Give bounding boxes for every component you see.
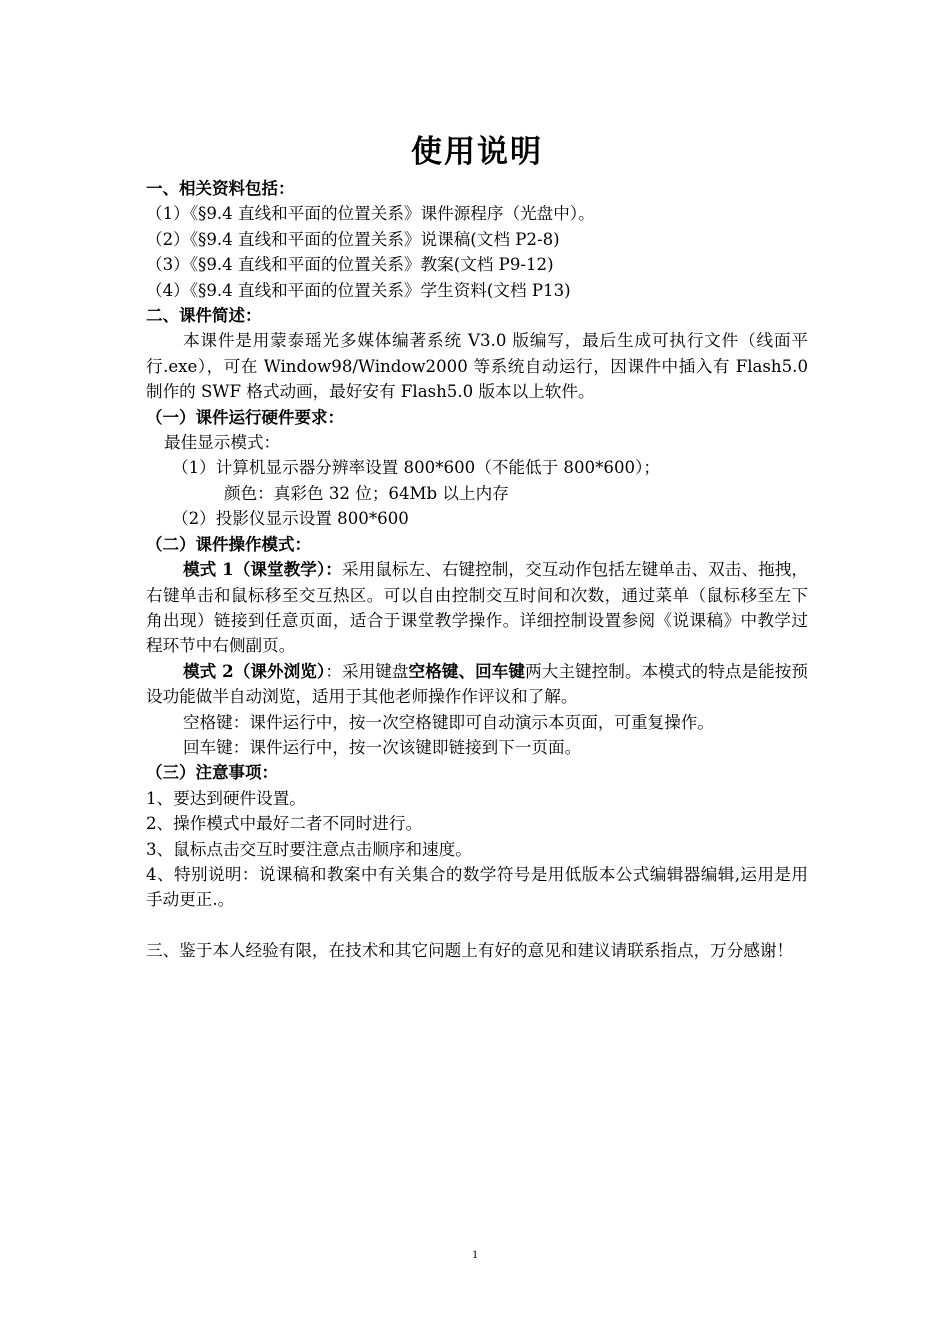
note-item-4: 4、特别说明：说课稿和教案中有关集合的数学符号是用低版本公式编辑器编辑,运用是用手动更正.。 [146,864,808,910]
mode-1-text: 采用鼠标左、右键控制，交互动作包括左键单击、双击、拖拽，右键单击和鼠标移至交互热区。可以自由控制交互时间和次数，通过菜单（鼠标移至左下角出现）链接到任意页面，适合于课堂教学操作。详细控制设置参阅《说课稿》中教学过程环节中右侧副页。 [146,560,808,656]
hardware-item-2: （2）投影仪显示设置 800*600 [172,509,409,529]
space-key-note: 空格键：课件运行中，按一次空格键即可自动演示本页面，可重复操作。 [183,712,714,732]
material-item-2: （2）《§9.4 直线和平面的位置关系》说课稿(文档 P2-8) [146,229,560,249]
hardware-item-1-color: 颜色：真彩色 32 位；64Mb 以上内存 [224,483,509,503]
courseware-intro-paragraph: 本课件是用蒙泰瑶光多媒体编著系统 V3.0 版编写，最后生成可执行文件（线面平行.exe），可在 Window98/Window2000 等系统自动运行，因课件中插入有 Flash5.0 制作的 SWF 格式动画，最好安有 Flash5.0 版本以上软件。 [146,331,808,402]
mode-2-paragraph [146,659,808,710]
mode-1-paragraph [146,557,808,659]
note-item-2: 2、操作模式中最好二者不同时进行。 [146,814,423,834]
mode-2-keys: 空格键、回车键 [408,660,526,681]
mode-2-text-a: ：采用键盘 [325,661,409,681]
enter-key-note: 回车键：课件运行中，按一次该键即链接到下一页面。 [183,737,582,757]
hardware-heading: （一）课件运行硬件要求： [146,407,344,427]
mode-2-label: 模式 2（课外浏览） [183,660,326,681]
material-item-3: （3）《§9.4 直线和平面的位置关系》教案(文档 P9-12) [146,255,554,275]
material-item-4: （4）《§9.4 直线和平面的位置关系》学生资料(文档 P13) [146,280,571,300]
document-title: 使用说明 [411,134,543,170]
mode-2-text-b: 两大主键控制。本模式的特点是能按预设功能做半自动浏览，适用于其他老师操作作评议和了解。 [146,661,809,707]
document-page [146,128,808,964]
page-number: 1 [472,1247,478,1261]
hardware-item-1: （1）计算机显示器分辨率设置 800*600（不能低于 800*600）； [172,458,660,478]
section-3-paragraph: 三、鉴于本人经验有限，在技术和其它问题上有好的意见和建议请联系指点，万分感谢！ [146,941,794,961]
notes-heading: （三）注意事项： [146,763,278,783]
note-item-3: 3、鼠标点击交互时要注意点击顺序和速度。 [146,839,472,859]
blank-line [146,913,808,938]
note-item-1: 1、要达到硬件设置。 [146,788,306,808]
mode-1-label: 模式 1（课堂教学）： [183,559,342,580]
material-item-1: （1）《§9.4 直线和平面的位置关系》课件源程序（光盘中）。 [146,204,595,224]
operation-mode-heading: （二）课件操作模式： [146,534,311,554]
section-2-heading: 二、课件简述： [146,306,262,326]
section-1-heading: 一、相关资料包括： [146,179,295,198]
best-display-mode: 最佳显示模式： [164,433,281,453]
